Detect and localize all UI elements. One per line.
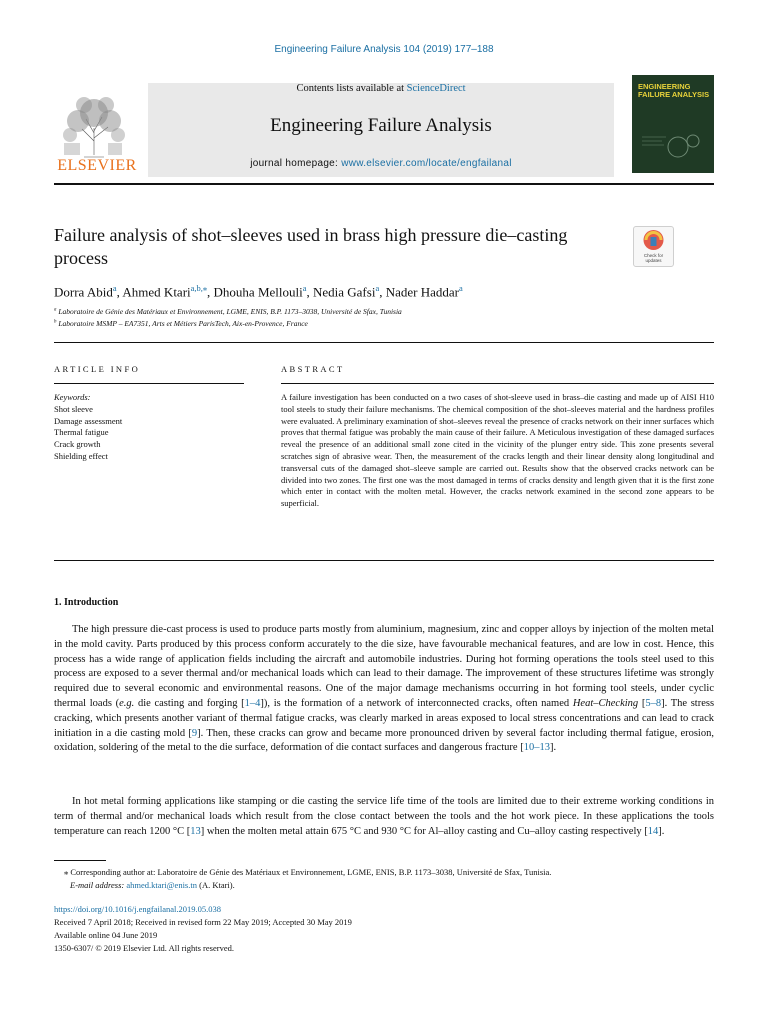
author-name: Dorra Abid xyxy=(54,284,113,300)
abstract-text: A failure investigation has been conducted on a two cases of shot-sleeve used in brass–die casting and made up of AISI H10 tool steels to study their failure mechanisms. The chemical composition of the shot–sleeves material and the hardness profiles were evaluated. A preliminary examination of shot–sleeves reveal the presence of cracks network on their inner surfaces which proves that thermal fatigue was probably the main cause of their failure. A Meticulous investigation of these damaged surfaces reveal the presence of an additional small zone cited in the vicinity of the plunger entry side. This zone presents several scratches sign of abrasive wear. Then, the measurement of the cracks length and their linear density along longitudinal and transversal cuts of the damaged shot–sleeve sample are carried out. Results show that the observed cracks network can be divided into two zones. The first one was the most damaged in terms of cracks density and length given that it is the first zone which enter in contact with the molten metal. However, the cracks network examined in the second zone appears to be superficial. xyxy=(281,392,714,509)
abstract-bottom-rule xyxy=(54,560,714,561)
available-online: Available online 04 June 2019 xyxy=(54,930,158,940)
email-link[interactable]: ahmed.ktari@enis.tn xyxy=(126,880,197,890)
journal-reference[interactable]: Engineering Failure Analysis 104 (2019) 177–188 xyxy=(274,44,494,55)
elsevier-logo xyxy=(54,83,140,177)
received-dates: Received 7 April 2018; Received in revised form 22 May 2019; Accepted 30 May 2019 xyxy=(54,917,352,927)
header-rule xyxy=(54,183,714,185)
copyright: 1350-6307/ © 2019 Elsevier Ltd. All rights reserved. xyxy=(54,943,234,953)
sciencedirect-link[interactable]: ScienceDirect xyxy=(406,83,466,94)
affiliation-b: $^b$ Laboratoire MSMP – EA7351, Arts et Métiers ParisTech, Aix-en-Provence, France xyxy=(54,319,308,328)
paragraph-text: ]. xyxy=(549,742,557,754)
email-line: E-mail address: ahmed.ktari@enis.tn (A. Ktari). xyxy=(70,880,235,890)
keyword-item: Thermal fatigue xyxy=(54,427,109,438)
paragraph-text: ] when the molten metal attain 675 °C and 930 °C for Al–alloy casting and Cu–alloy casting respectively [ xyxy=(200,825,648,837)
homepage-link[interactable]: www.elsevier.com/locate/engfailanal xyxy=(341,158,512,169)
cover-gears-icon xyxy=(638,131,708,161)
article-info-heading: ARTICLE INFO xyxy=(54,364,141,374)
emphasis-text: Heat–Checking xyxy=(572,697,639,709)
citation-link[interactable]: 10–13 xyxy=(523,742,550,754)
paragraph-text: The high pressure die-cast process is used to produce parts mostly from aluminium, magnesium, zinc and copper alloys by injection of the molten metal in the mold cavity. Parts produced by this process conform accurately to the die size, have favourable mechanical features, and are low in cost. Hence, this process has a wide range of application fields including the aircraft and automobile industries. During hot forming operations the tools steel used to this process are exposed to a sever thermal and/or mechanical loads which can lead to their damage. The improvement of these structures lifetime was strongly required due to several economic and environmental reasons. One of the major damage mechanisms occurring in hot forming tool steels, under cyclic thermal loads ( xyxy=(54,624,714,709)
paragraph-text: In hot metal forming applications like stamping or die casting the service life time of the tools are limited due to their extreme working conditions in term of thermal and/or mechanical loads which result from the close contact between the tools and the hot work piece. In these applications the tools temperature can reach 1200 °C [ xyxy=(54,796,714,837)
keyword-item: Shot sleeve xyxy=(54,403,93,414)
paragraph-text: ]. The stress cracking, which presents another variant of thermal fatigue cracks, was clearly marked in areas exposed to local stress concentrations and can lead to crack initiation in a die casting mold [ xyxy=(54,697,715,739)
article-info-rule xyxy=(54,383,244,384)
corresponding-author-note: ⁎ Corresponding author at: Laboratoire de Génie des Matériaux et Environnement, LGME, ENIS, B.P. 1173–3038, Université de Sfax, Tunisia. E-mail address: ahmed.ktari@enis.tn (A. Ktari). xyxy=(54,866,724,892)
journal-homepage: journal homepage: www.elsevier.com/locate/engfailanal xyxy=(250,158,512,169)
author-affiliation-mark[interactable]: a xyxy=(375,283,380,293)
citation-link[interactable]: 5–8 xyxy=(645,697,662,709)
author-affiliation-mark[interactable]: a xyxy=(112,283,117,293)
keyword-item: Crack growth xyxy=(54,439,101,450)
author-name: Dhouha Mellouli xyxy=(213,284,303,300)
paragraph-text: ]. xyxy=(658,825,665,837)
keywords-block xyxy=(54,392,244,463)
info-top-rule xyxy=(54,342,714,343)
author-affiliation-mark[interactable]: a,b,⁎ xyxy=(190,283,208,293)
intro-paragraph-2 xyxy=(54,795,714,839)
affiliation-a: $^a$ Laboratoire de Génie des Matériaux et Environnement, LGME, ENIS, B.P. 1173–3038, Université de Sfax, Tunisia xyxy=(54,307,402,316)
journal-banner xyxy=(54,83,715,177)
cover-decoration xyxy=(638,131,708,161)
journal-title: Engineering Failure Analysis xyxy=(270,115,492,136)
citation-link[interactable]: 1–4 xyxy=(244,697,261,709)
author-affiliation-mark[interactable]: a xyxy=(458,283,463,293)
keyword-item: Shielding effect xyxy=(54,450,108,461)
paragraph-text: [ xyxy=(638,697,646,709)
publication-info xyxy=(54,903,714,955)
check-for-updates-label: Check for updates xyxy=(643,253,664,263)
paragraph-text: ]), is the formation of a network of interconnected cracks, often named xyxy=(260,697,573,709)
author-name: Nedia Gafsi xyxy=(312,284,376,300)
check-for-updates-button[interactable] xyxy=(633,226,674,267)
doi-link[interactable]: https://doi.org/10.1016/j.engfailanal.2019.05.038 xyxy=(54,904,221,914)
journal-masthead xyxy=(148,83,614,177)
citation-link[interactable]: 13 xyxy=(190,825,201,837)
footnote-rule xyxy=(54,860,106,861)
citation-link[interactable]: 9 xyxy=(191,727,198,739)
section-heading-introduction: 1. Introduction xyxy=(54,597,119,608)
paragraph-text: die casting and forging [ xyxy=(134,697,245,709)
paragraph-text: ]. Then, these cracks can grow and became more pronounced driven by several factor including thermal fatigue, erosion, oxidation, soldering of the metal to the die surface, deformation of die contact surfaces and dangerous fracture [ xyxy=(54,727,714,754)
elsevier-wordmark: ELSEVIER xyxy=(57,157,137,174)
citation-link[interactable]: 14 xyxy=(647,825,659,837)
emphasis-text: e.g. xyxy=(119,697,135,709)
author-name: Ahmed Ktari xyxy=(122,284,191,300)
paper-title: Failure analysis of shot–sleeves used in brass high pressure die–casting process xyxy=(54,225,568,268)
intro-paragraph-1 xyxy=(54,623,714,756)
cover-title: ENGINEERING FAILURE ANALYSIS xyxy=(638,82,710,99)
keywords-label: Keywords: xyxy=(54,392,91,402)
check-for-updates-icon xyxy=(634,227,673,255)
author-name: Nader Haddar xyxy=(385,284,459,300)
author-list: Dorra Abid$^a$, Ahmed Ktari$^{a,b,⁎}$, Dhouha Mellouli$^a$, Nedia Gafsi$^a$, Nader Haddar$^a$ xyxy=(54,283,463,300)
keyword-item: Damage assessment xyxy=(54,415,123,426)
journal-cover-thumbnail xyxy=(632,75,714,173)
abstract-heading: ABSTRACT xyxy=(281,364,345,374)
abstract-rule xyxy=(281,383,714,384)
author-affiliation-mark[interactable]: a xyxy=(302,283,307,293)
contents-line: Contents lists available at ScienceDirect xyxy=(296,83,466,94)
